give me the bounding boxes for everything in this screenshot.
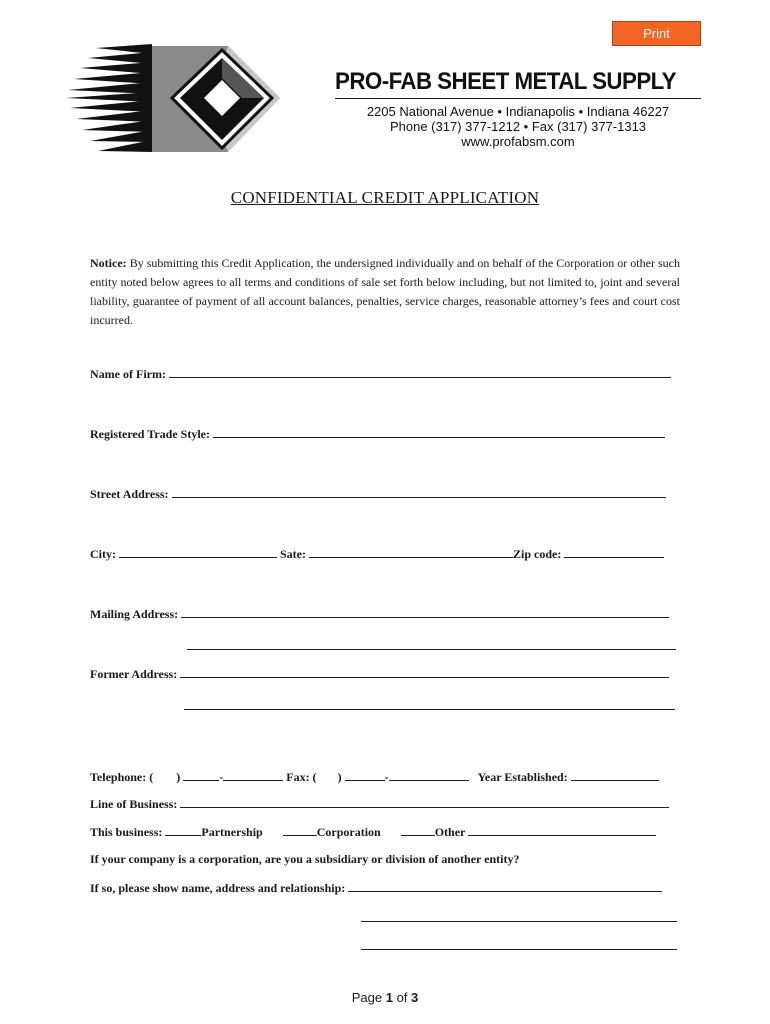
former-field[interactable] <box>180 666 669 678</box>
zip-label: Zip code: <box>513 547 562 561</box>
business-type-row <box>90 824 656 840</box>
partnership-label: Partnership <box>201 825 263 839</box>
other-field[interactable] <box>468 824 656 836</box>
other-label: Other <box>434 825 466 839</box>
corporation-label: Corporation <box>316 825 381 839</box>
notice-text: By submitting this Credit Application, the undersigned individually and on behalf of the Corporation or other such entity noted below agrees to all terms and conditions of sale set forth below including, but not limited to, joint and several liability, guarantee of payment of all account balances, penalties, service charges, reasonable attorney’s fees and court cost incurred. <box>90 256 680 327</box>
page-footer: Page 1 of 3 <box>351 990 419 1005</box>
year-established-field[interactable] <box>571 769 659 781</box>
street-field[interactable] <box>172 486 666 498</box>
trade-style-row <box>90 426 665 442</box>
city-field[interactable] <box>119 546 277 558</box>
fax-label: Fax: ( <box>286 770 317 784</box>
this-business-label: This business: <box>90 825 163 839</box>
company-logo <box>66 44 286 154</box>
notice-label: Notice: <box>90 256 127 270</box>
street-label: Street Address: <box>90 487 169 501</box>
state-field[interactable] <box>309 546 513 558</box>
document-title: CONFIDENTIAL CREDIT APPLICATION <box>230 188 540 207</box>
company-name-block <box>335 68 701 96</box>
notice-paragraph <box>90 254 680 330</box>
former-row-2 <box>184 698 675 714</box>
trade-style-label: Registered Trade Style: <box>90 427 210 441</box>
company-website: www.profabsm.com <box>461 134 575 149</box>
partnership-checkbox[interactable] <box>165 824 201 836</box>
relationship-label: If so, please show name, address and relationship: <box>90 881 346 895</box>
total-pages: 3 <box>411 990 419 1005</box>
former-row <box>90 666 669 682</box>
telephone-label: Telephone: ( <box>90 770 154 784</box>
state-label: Sate: <box>280 547 306 561</box>
firm-label: Name of Firm: <box>90 367 166 381</box>
corporation-checkbox[interactable] <box>283 824 317 836</box>
former-field-line-2[interactable] <box>184 698 675 710</box>
relationship-row-2 <box>361 910 677 926</box>
mailing-row <box>90 606 669 622</box>
phone-row: Telephone: ( ) - Fax: ( ) - Year Established: <box>90 769 659 785</box>
company-contact <box>335 104 701 149</box>
street-row <box>90 486 666 502</box>
relationship-row-3 <box>361 938 677 954</box>
telephone-number-field[interactable] <box>223 769 283 781</box>
mailing-label: Mailing Address: <box>90 607 179 621</box>
other-checkbox[interactable] <box>401 824 435 836</box>
firm-field[interactable] <box>169 366 671 378</box>
line-of-business-row <box>90 796 669 812</box>
company-address: 2205 National Avenue • Indianapolis • Indiana 46227 <box>366 104 670 119</box>
former-label: Former Address: <box>90 667 178 681</box>
telephone-area-field[interactable] <box>183 769 219 781</box>
relationship-field[interactable] <box>348 880 662 892</box>
year-established-label: Year Established: <box>477 770 568 784</box>
fax-area-field[interactable] <box>345 769 385 781</box>
relationship-field-line-2[interactable] <box>361 910 677 922</box>
mailing-field[interactable] <box>181 606 669 618</box>
relationship-field-line-3[interactable] <box>361 938 677 950</box>
subsidiary-question: If your company is a corporation, are you a subsidiary or division of another entity? <box>90 852 520 866</box>
mailing-row-2 <box>187 638 676 654</box>
fax-number-field[interactable] <box>389 769 469 781</box>
current-page: 1 <box>385 990 393 1005</box>
company-phone-fax: Phone (317) 377-1212 • Fax (317) 377-1313 <box>389 119 647 134</box>
company-divider <box>335 98 701 99</box>
zip-field[interactable] <box>564 546 664 558</box>
print-button[interactable]: Print <box>612 21 701 46</box>
company-name: PRO-FAB SHEET METAL SUPPLY <box>335 68 677 95</box>
mailing-field-line-2[interactable] <box>187 638 676 650</box>
city-label: City: <box>90 547 116 561</box>
firm-row <box>90 366 671 382</box>
trade-style-field[interactable] <box>213 426 665 438</box>
relationship-row <box>90 880 662 896</box>
line-of-business-label: Line of Business: <box>90 797 178 811</box>
city-state-zip-row <box>90 546 664 562</box>
line-of-business-field[interactable] <box>180 796 669 808</box>
